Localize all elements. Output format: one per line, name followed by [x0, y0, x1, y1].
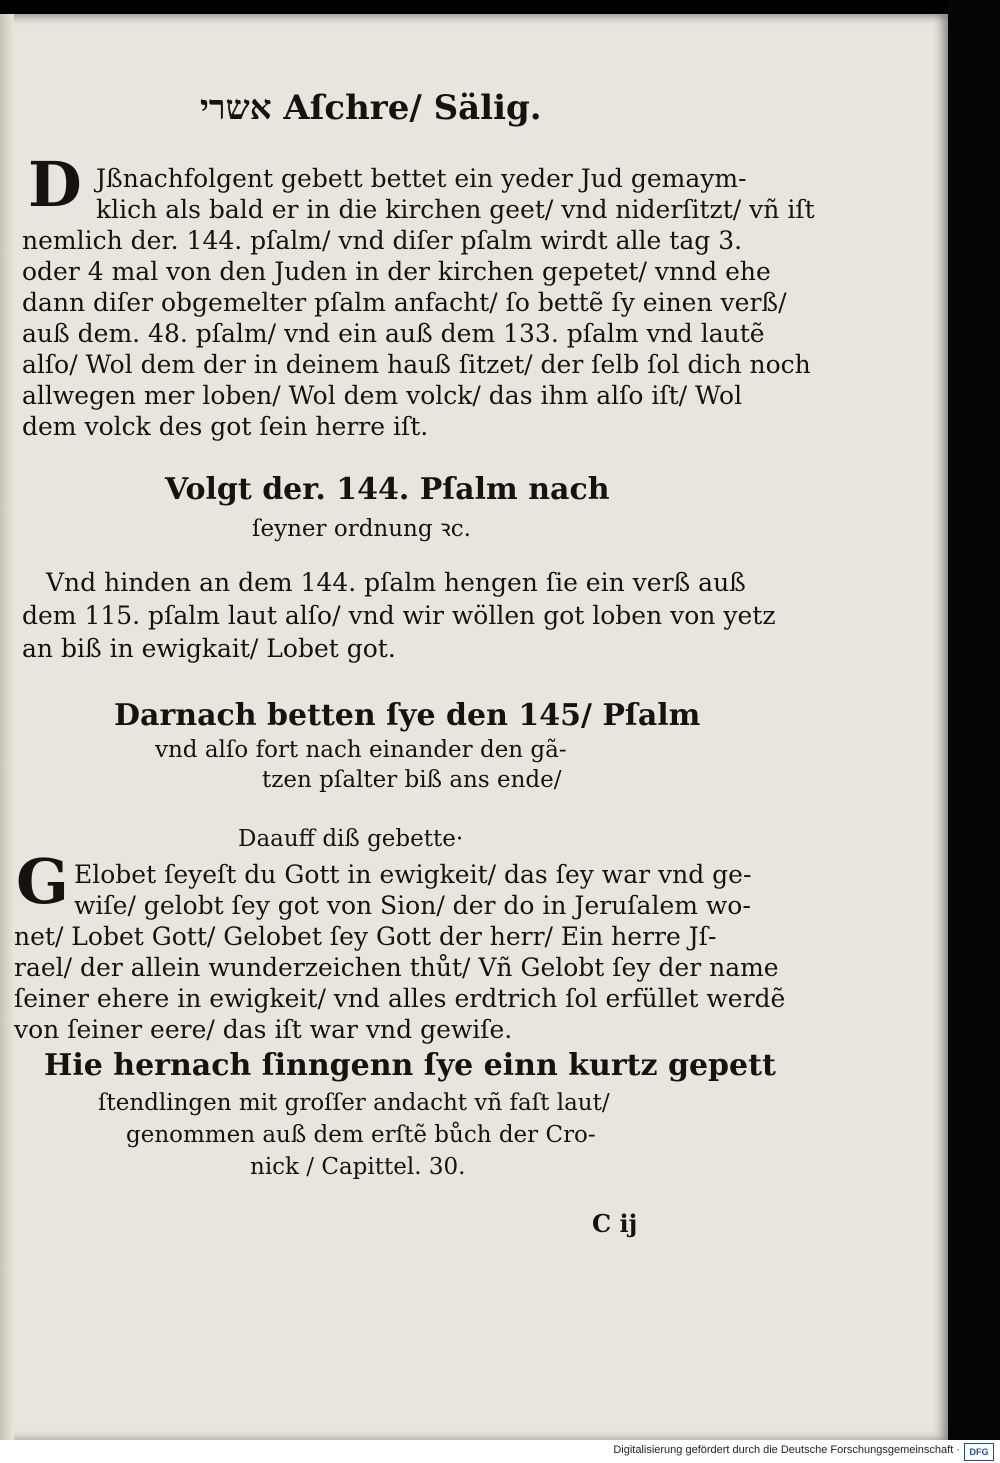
- text-line: ſeiner ehere in ewigkeit/ vnd alles erdtrich ſol erfüllet werdẽ: [14, 984, 786, 1013]
- text-line: net/ Lobet Gott/ Gelobet ſey Gott der herr/ Ein herre Jſ-: [14, 922, 717, 951]
- text-line: rael/ der allein wunderzeichen thůt/ Vñ Gelobt ſey der name: [14, 953, 779, 982]
- prayer-heading: Daauff diß gebette·: [238, 826, 464, 852]
- section-heading: Darnach betten ſye den 145/ Pſalm: [114, 698, 701, 733]
- dfg-logo-icon: DFG: [964, 1443, 994, 1461]
- drop-initial-d: D: [28, 148, 82, 221]
- section-subheading: ſeyner ordnung ꝛc.: [252, 516, 471, 542]
- signature-mark: C ij: [592, 1209, 638, 1238]
- scan-border: [948, 0, 1000, 1440]
- text-line: auß dem. 48. pſalm/ vnd ein auß dem 133. pſalm vnd lautẽ: [22, 319, 765, 348]
- footer-bar: [0, 1440, 1000, 1463]
- text-line: Elobet ſeyeſt du Gott in ewigkeit/ das ſey war vnd ge-: [74, 860, 752, 889]
- text-line: an biß in ewigkait/ Lobet got.: [22, 634, 396, 663]
- text-line: oder 4 mal von den Juden in der kirchen gepetet/ vnnd ehe: [22, 257, 771, 286]
- section-heading: Hie hernach ſinngenn ſye einn kurtz gepett: [44, 1048, 776, 1083]
- text-line: Vnd hinden an dem 144. pſalm hengen ſie ein verß auß: [46, 568, 746, 597]
- text-line: nemlich der. 144. pſalm/ vnd diſer pſalm wirdt alle tag 3.: [22, 226, 743, 255]
- text-line: alſo/ Wol dem der in deinem hauß ſitzet/ der ſelb ſol dich noch: [22, 350, 811, 379]
- text-line: von ſeiner eere/ das iſt war vnd gewiſe.: [14, 1015, 513, 1044]
- text-line: dem volck des got ſein herre iſt.: [22, 412, 429, 441]
- section-subheading: tzen pſalter biß ans ende/: [262, 767, 562, 793]
- book-page: [0, 14, 948, 1440]
- section-subheading: vnd alſo fort nach einander den gã-: [155, 737, 567, 763]
- section-subheading: ſtendlingen mit groſſer andacht vñ faſt laut/: [98, 1090, 610, 1116]
- page-title: אשרי Aſchre/ Sälig.: [200, 88, 542, 128]
- section-subheading: nick / Capittel. 30.: [250, 1154, 466, 1180]
- drop-initial-g: G: [16, 845, 69, 918]
- section-subheading: genommen auß dem erſtẽ bůch der Cro-: [126, 1122, 596, 1148]
- text-line: Jßnachfolgent gebett bettet ein yeder Jud gemaym-: [96, 164, 747, 193]
- text-line: wiſe/ gelobt ſey got von Sion/ der do in Jeruſalem wo-: [74, 891, 751, 920]
- text-line: klich als bald er in die kirchen geet/ vnd niderſitzt/ vñ iſt: [96, 195, 815, 224]
- page-gutter: [0, 14, 14, 1440]
- footer-credit: Digitalisierung gefördert durch die Deutsche Forschungsgemeinschaft ·: [613, 1444, 960, 1456]
- text-line: dann diſer obgemelter pſalm anfacht/ ſo bettẽ ſy einen verß/: [22, 288, 787, 317]
- text-line: dem 115. pſalm laut alſo/ vnd wir wöllen got loben von yetz: [22, 601, 776, 630]
- text-line: allwegen mer loben/ Wol dem volck/ das ihm alſo iſt/ Wol: [22, 381, 743, 410]
- section-heading: Volgt der. 144. Pſalm nach: [165, 472, 610, 507]
